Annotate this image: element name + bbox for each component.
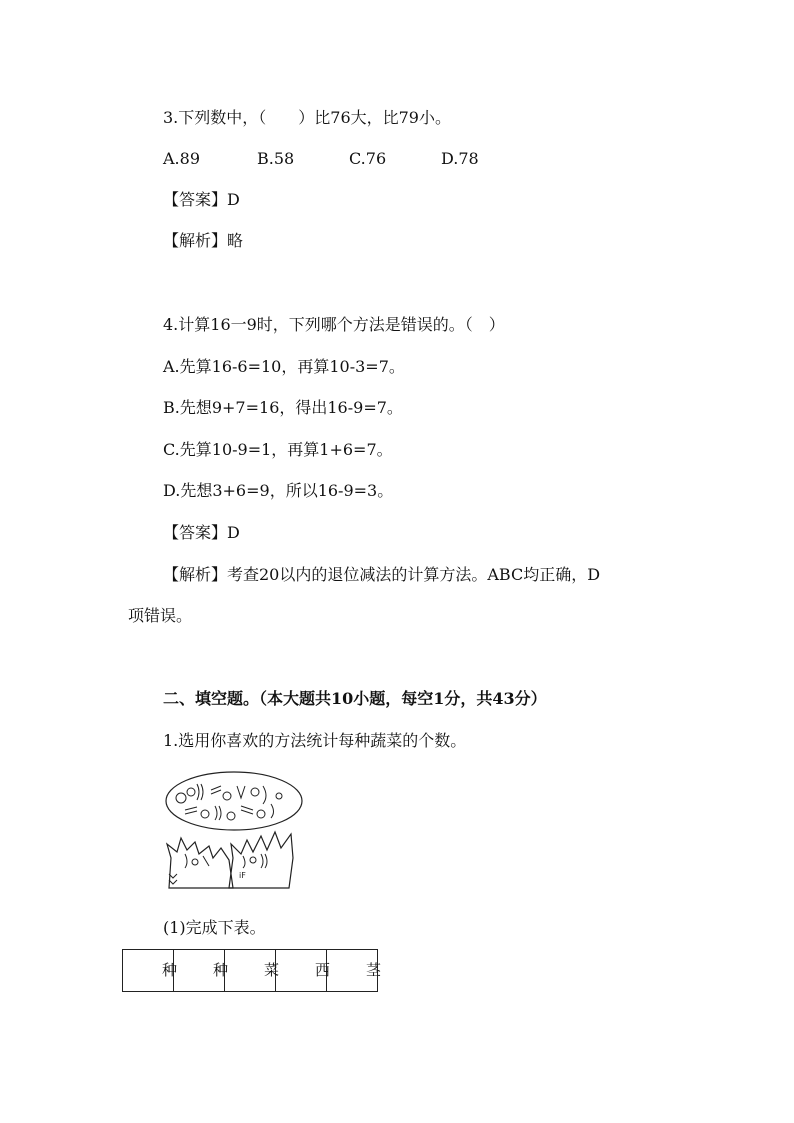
q4-option-b: B.先想9+7=16，得出16-9=7。	[163, 398, 403, 417]
table-row	[123, 950, 378, 992]
q3-answer: 【答案】D	[163, 190, 240, 209]
section2-q1-stem: 1.选用你喜欢的方法统计每种蔬菜的个数。	[163, 731, 467, 750]
q3-stem: 3.下列数中，（ ）比76大，比79小。	[163, 108, 451, 127]
q4-option-d: D.先想3+6=9，所以16-9=3。	[163, 481, 394, 500]
q3-option-c: C.76	[349, 149, 387, 168]
q4-analysis-line2: 项错误。	[128, 606, 193, 625]
q3-option-b: B.58	[257, 149, 295, 168]
vegetable-drawing	[163, 770, 305, 896]
table-cell-text: 菜	[264, 961, 280, 979]
table-cell-text: 种	[162, 961, 178, 979]
q4-answer: 【答案】D	[163, 523, 240, 542]
picture-label: iF	[239, 871, 246, 880]
table-cell[interactable]	[123, 950, 178, 992]
q3-option-d: D.78	[441, 149, 479, 168]
section-title: 二、填空题。（本大题共10小题，每空1分，共43分）	[163, 689, 547, 708]
q4-option-a: A.先算16-6=10，再算10-3=7。	[163, 357, 405, 376]
table-cell-text: 种	[213, 961, 229, 979]
table-cell[interactable]	[276, 950, 331, 992]
section2-sub1: (1)完成下表。	[163, 918, 266, 937]
q4-stem: 4.计算16一9时，下列哪个方法是错误的。（ ）	[163, 315, 505, 334]
table-cell-text: 西	[315, 961, 331, 979]
table-cell[interactable]	[174, 950, 229, 992]
q3-option-a: A.89	[163, 149, 200, 168]
table-cell[interactable]	[327, 950, 382, 992]
q3-analysis: 【解析】略	[163, 231, 244, 250]
q4-option-c: C.先算10-9=1，再算1+6=7。	[163, 440, 393, 459]
vegetable-picture	[163, 770, 305, 896]
tally-table	[122, 949, 382, 992]
table-cell[interactable]	[225, 950, 280, 992]
q4-analysis-line1: 【解析】考查20以内的退位减法的计算方法。ABC均正确，D	[163, 565, 601, 584]
table-cell-text: 茎	[366, 961, 382, 979]
